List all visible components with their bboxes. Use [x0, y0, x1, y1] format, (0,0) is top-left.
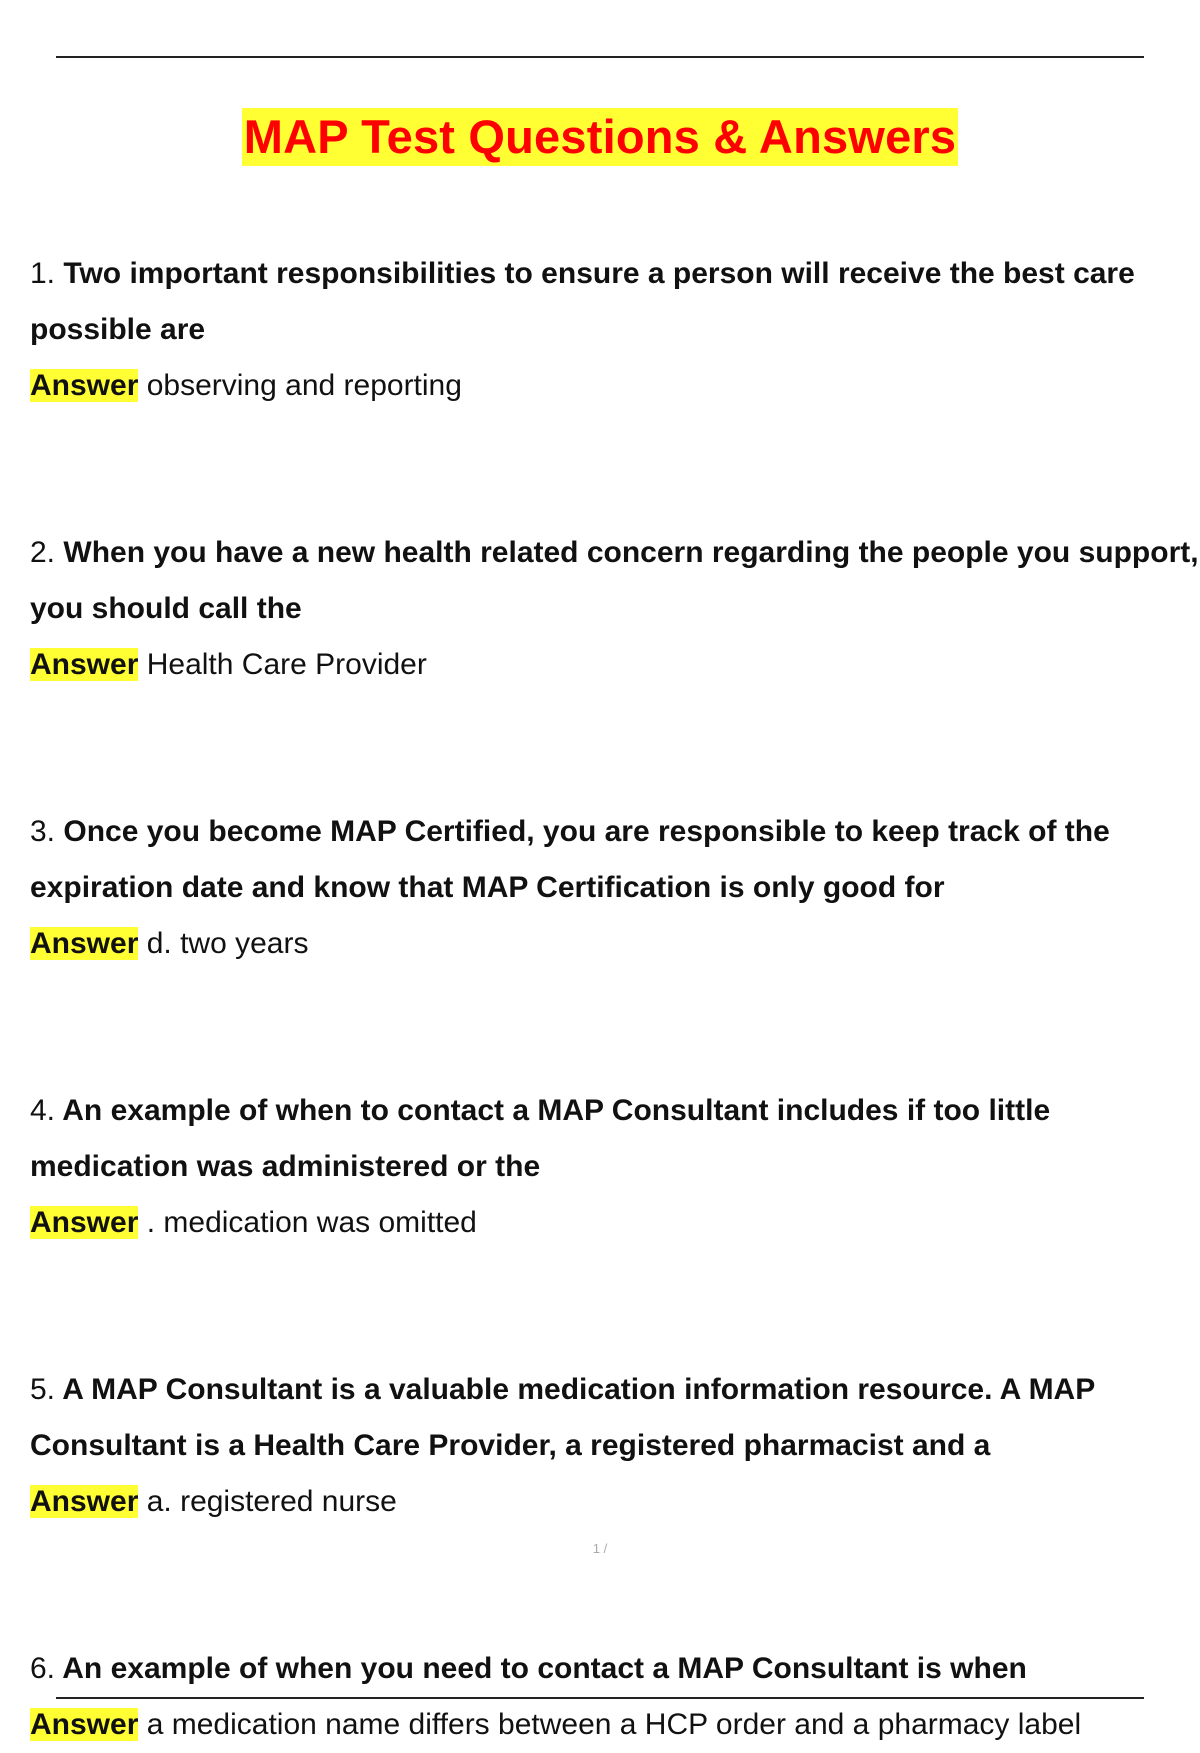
question-text: When you have a new health related concern regarding the people you support, you should call the	[30, 536, 1199, 625]
qa-item-5	[30, 1362, 1200, 1530]
qa-item-1	[30, 246, 1200, 414]
answer-1	[30, 358, 1200, 414]
answer-2	[30, 637, 1200, 693]
answer-5	[30, 1474, 1200, 1530]
question-text: Two important responsibilities to ensure a person will receive the best care possible are	[30, 257, 1135, 346]
answer-label: Answer	[30, 1708, 139, 1741]
qa-item-2	[30, 525, 1200, 693]
question-text: Once you become MAP Certified, you are responsible to keep track of the expiration date and know that MAP Certification is only good for	[30, 815, 1110, 904]
question-1	[30, 246, 1200, 358]
top-rule	[56, 56, 1144, 58]
answer-label: Answer	[30, 648, 139, 681]
answer-text: a medication name differs between a HCP order and a pharmacy label	[146, 1708, 1082, 1741]
answer-text: . medication was omitted	[146, 1206, 477, 1239]
question-number: 5.	[30, 1373, 56, 1406]
question-text: A MAP Consultant is a valuable medication information resource. A MAP Consultant is a Health Care Provider, a registered pharmacist and a	[30, 1373, 1095, 1462]
answer-6	[30, 1697, 1200, 1753]
question-4	[30, 1083, 1200, 1195]
question-5	[30, 1362, 1200, 1474]
answer-label: Answer	[30, 1485, 139, 1518]
question-number: 4.	[30, 1094, 56, 1127]
question-text: An example of when to contact a MAP Consultant includes if too little medication was administered or the	[30, 1094, 1051, 1183]
answer-text: observing and reporting	[146, 369, 462, 402]
answer-label: Answer	[30, 369, 139, 402]
title-container	[0, 108, 1200, 166]
question-number: 1.	[30, 257, 56, 290]
question-text: An example of when you need to contact a MAP Consultant is when	[62, 1652, 1027, 1685]
qa-item-4	[30, 1083, 1200, 1251]
answer-4	[30, 1195, 1200, 1251]
question-6	[30, 1641, 1200, 1697]
question-list	[30, 246, 1200, 1753]
question-3	[30, 804, 1200, 916]
answer-text: d. two years	[146, 927, 309, 960]
document-title: MAP Test Questions & Answers	[242, 108, 959, 166]
question-2	[30, 525, 1200, 637]
answer-label: Answer	[30, 927, 139, 960]
answer-text: a. registered nurse	[146, 1485, 397, 1518]
bottom-rule	[56, 1697, 1144, 1699]
question-number: 6.	[30, 1652, 56, 1685]
question-number: 2.	[30, 536, 56, 569]
qa-item-3	[30, 804, 1200, 972]
answer-label: Answer	[30, 1206, 139, 1239]
page-number: 1 /	[592, 1541, 608, 1556]
answer-3	[30, 916, 1200, 972]
answer-text: Health Care Provider	[146, 648, 427, 681]
question-number: 3.	[30, 815, 56, 848]
